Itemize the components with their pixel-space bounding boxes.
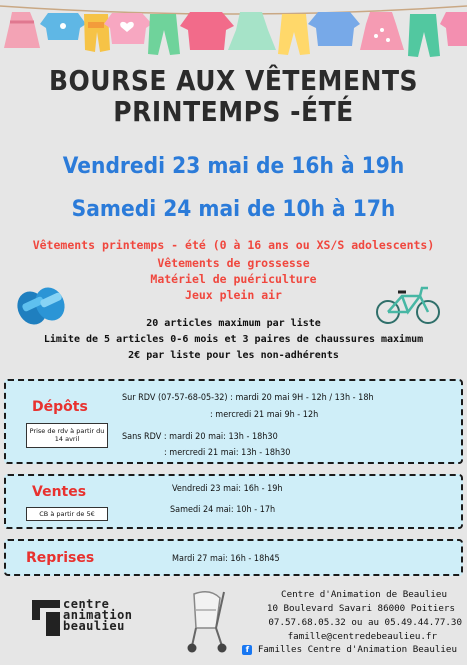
depots-sans-rdv-line: : mercredi 21 mai: 13h - 18h30 bbox=[164, 448, 291, 458]
logo-line: centre bbox=[63, 597, 110, 611]
depots-sans-rdv-line: Sans RDV : mardi 20 mai: 13h - 18h30 bbox=[122, 432, 278, 442]
depots-note: Prise de rdv à partir du 14 avril bbox=[26, 423, 108, 448]
category-item: Jeux plein air bbox=[185, 288, 282, 302]
category-item: Vêtements printemps - été (0 à 16 ans ou XS/S adolescents) bbox=[32, 238, 435, 252]
ventes-note: CB à partir de 5€ bbox=[26, 507, 108, 521]
footer-address: 10 Boulevard Savari 86000 Poitiers bbox=[266, 603, 455, 614]
page-subtitle: PRINTEMPS -ÉTÉ bbox=[113, 95, 354, 128]
ventes-line: Samedi 24 mai: 10h - 17h bbox=[170, 505, 276, 515]
rule-line: 20 articles maximum par liste bbox=[146, 318, 321, 329]
footer-email[interactable]: famille@centredebeaulieu.fr bbox=[287, 631, 437, 642]
event-date-saturday: Samedi 24 mai de 10h à 17h bbox=[71, 197, 396, 222]
rule-line: Limite de 5 articles 0-6 mois et 3 paires de chaussures maximum bbox=[43, 334, 424, 345]
clothesline-garland-icon bbox=[0, 0, 467, 62]
page-title: BOURSE AUX VÊTEMENTS bbox=[49, 64, 418, 97]
facebook-label: Familles Centre d'Animation Beaulieu bbox=[257, 644, 457, 655]
footer-name: Centre d'Animation de Beaulieu bbox=[281, 589, 447, 600]
stroller-icon bbox=[186, 588, 232, 654]
logo-line: animation bbox=[63, 608, 133, 622]
reprises-section bbox=[4, 539, 463, 576]
depots-rdv-line: Sur RDV (07-57-68-05-32) : mardi 20 mai 9H - 12h / 13h - 18h bbox=[122, 393, 374, 403]
reprises-title: Reprises bbox=[26, 550, 95, 566]
depots-section bbox=[4, 379, 463, 464]
ventes-title: Ventes bbox=[32, 484, 87, 500]
footer-facebook[interactable] bbox=[242, 644, 457, 655]
facebook-icon: f bbox=[242, 645, 252, 655]
footer-phone: 07.57.68.05.32 ou au 05.49.44.77.30 bbox=[268, 617, 462, 628]
event-date-friday: Vendredi 23 mai de 16h à 19h bbox=[62, 154, 405, 179]
category-item: Matériel de puériculture bbox=[150, 272, 317, 286]
depots-rdv-line: : mercredi 21 mai 9h - 12h bbox=[210, 410, 319, 420]
ventes-line: Vendredi 23 mai: 16h - 19h bbox=[172, 484, 283, 494]
logo-text bbox=[63, 599, 133, 632]
logo-line: beaulieu bbox=[63, 619, 125, 633]
rule-line: 2€ par liste pour les non-adhérents bbox=[128, 350, 339, 361]
ventes-section bbox=[4, 474, 463, 529]
depots-title: Dépôts bbox=[32, 399, 88, 415]
reprises-line: Mardi 27 mai: 16h - 18h45 bbox=[172, 554, 280, 564]
category-item: Vêtements de grossesse bbox=[157, 256, 310, 270]
